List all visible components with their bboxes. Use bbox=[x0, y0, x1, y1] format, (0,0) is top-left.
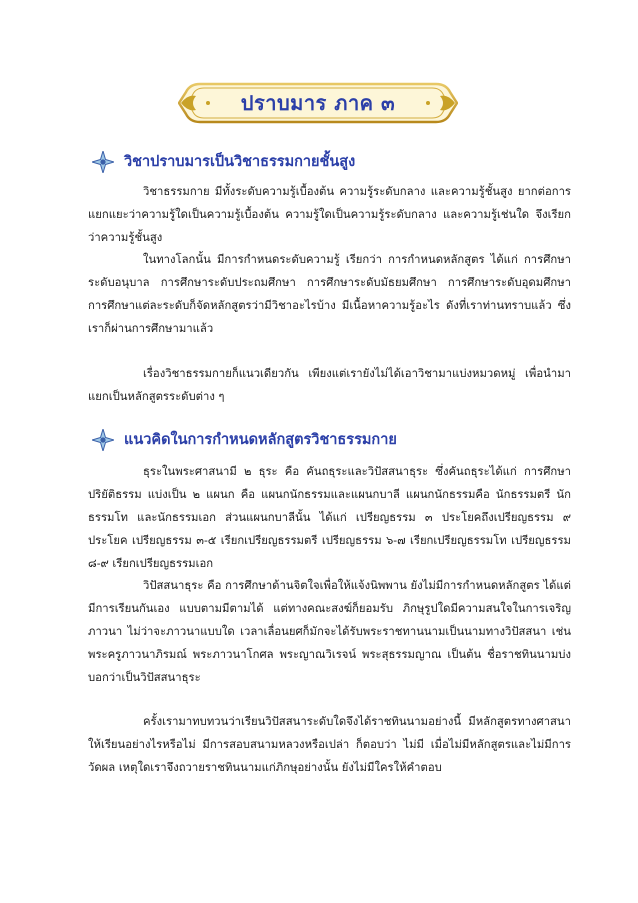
four-point-star-icon bbox=[92, 151, 114, 173]
paragraph: ครั้งเรามาทบทวนว่าเรียนวิปัสสนาระดับใดจึงได้ราชทินนามอย่างนี้ มีหลักสูตรทางศาสนาให้เรียนอย่างไรหรือไม่ มีการสอบสนามหลวงหรือเปล่า ก็ตอบว่า ไม่มี เมื่อไม่มีหลักสูตรและไม่มีการวัดผล เหตุใดเราจึงถวายราชทินนามแก่ภิกษุอย่างนั้น ยังไม่มีใครให้คำตอบ bbox=[88, 715, 571, 774]
section-heading-text: แนวคิดในการกำหนดหลักสูตรวิชาธรรมกาย bbox=[124, 432, 397, 448]
section-heading-text: วิชาปราบมารเป็นวิชาธรรมกายชั้นสูง bbox=[124, 154, 356, 170]
paragraph: ในทางโลกนั้น มีการกำหนดระดับความรู้ เรียกว่า การกำหนดหลักสูตร ได้แก่ การศึกษาระดับอนุบาล การศึกษาระดับประถมศึกษา การศึกษาระดับมัธยมศึกษา การศึกษาระดับอุดมศึกษา การศึกษาแต่ละระดับก็จัดหลักสูตรว่ามีวิชาอะไรบ้าง มีเนื้อหาความรู้อะไร ดังที่เราท่านทราบแล้ว ซึ่งเราก็ผ่านการศึกษามาแล้ว bbox=[88, 253, 571, 335]
title-banner bbox=[178, 82, 458, 124]
section-heading bbox=[92, 428, 397, 451]
paragraph: ธุระในพระศาสนามี ๒ ธุระ คือ คันถธุระและวิปัสสนาธุระ ซึ่งคันถธุระได้แก่ การศึกษาปริยัติธรรม แบ่งเป็น ๒ แผนก คือ แผนกนักธรรมและแผนกบาลี แผนกนักธรรมคือ นักธรรมตรี นักธรรมโท และนักธรรมเอก ส่วนแผนกบาลีนั้น ได้แก่ เปรียญธรรม ๓ ประโยคถึงเปรียญธรรม ๙ ประโยค เปรียญธรรม ๓-๕ เรียกเปรียญธรรมตรี เปรียญธรรม ๖-๗ เรียกเปรียญธรรมโท เปรียญธรรม ๘-๙ เรียกเปรียญธรรมเอก bbox=[88, 465, 571, 570]
section-heading bbox=[92, 150, 355, 173]
paragraph: เรื่องวิชาธรรมกายก็แนวเดียวกัน เพียงแต่เรายังไม่ได้เอาวิชามาแบ่งหมวดหมู่ เพื่อนำมาแยกเป็นหลักสูตรระดับต่าง ๆ bbox=[88, 367, 571, 403]
paragraph: วิชาธรรมกาย มีทั้งระดับความรู้เบื้องต้น ความรู้ระดับกลาง และความรู้ชั้นสูง ยากต่อการแยกแยะว่าความรู้ใดเป็นความรู้เบื้องต้น ความรู้ใดเป็นความรู้ระดับกลาง และความรู้เช่นใด จึงเรียกว่าความรู้ชั้นสูง bbox=[88, 185, 571, 244]
four-point-star-icon bbox=[92, 429, 114, 451]
page-title: ปราบมาร ภาค ๓ bbox=[240, 91, 396, 115]
paragraph: วิปัสสนาธุระ คือ การศึกษาด้านจิตใจเพื่อให้แจ้งนิพพาน ยังไม่มีการกำหนดหลักสูตร ได้แต่มีการเรียนกันเอง แบบตามมีตามได้ แต่ทางคณะสงฆ์ก็ยอมรับ ภิกษุรูปใดมีความสนใจในการเจริญภาวนา ไม่ว่าจะภาวนาแบบใด เวลาเลื่อนยศก็มักจะได้รับพระราชทานนามเป็นนามทางวิปัสสนา เช่น พระครูภาวนาภิรมณ์ พระภาวนาโกศล พระญาณวิเรจน์ พระสุธรรมญาณ เป็นต้น ชื่อราชทินนามบ่งบอกว่าเป็นวิปัสสนาธุระ bbox=[88, 579, 571, 684]
